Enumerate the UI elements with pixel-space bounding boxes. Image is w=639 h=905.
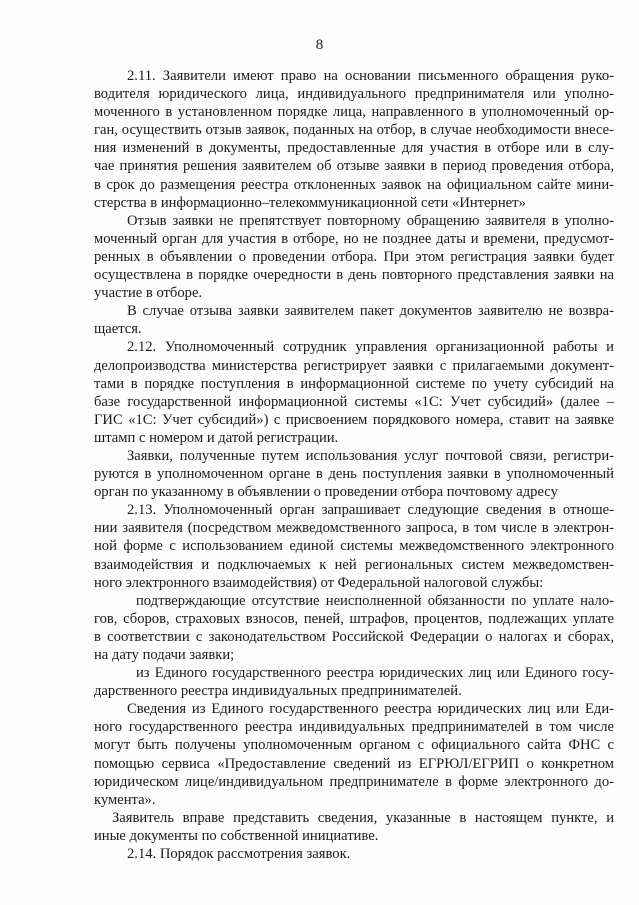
text-line: стерства в информационно–телекоммуникационной сети «Интернет»	[94, 194, 526, 211]
text-line: Сведения из Единого государственного реестра юридических лиц или Еди-	[127, 701, 614, 718]
text-line: тами в порядке поступления в информационной системе по учету субсидий на	[94, 375, 614, 392]
text-line: помощью сервиса «Предоставление сведений из ЕГРЮЛ/ЕГРИП о конкретном	[94, 755, 614, 772]
text-line: взаимодействия и подключаемых к ней региональных систем межведомствен-	[94, 556, 614, 573]
text-line: чае принятия решения заявителем об отзыве заявки в период проведения отбора,	[94, 158, 614, 175]
text-line: в соответствии с законодательством Российской Федерации о налогах и сборах,	[94, 628, 614, 645]
text-line: Заявитель вправе представить сведения, указанные в настоящем пункте, и	[112, 809, 614, 826]
text-line: нии заявителя (посредством межведомственного запроса, в том числе в электрон-	[94, 520, 614, 537]
text-line: 2.14. Порядок рассмотрения заявок.	[127, 846, 351, 863]
text-line: юридическом лице/индивидуальном предпринимателе в форме электронного до-	[94, 773, 614, 790]
text-line: щается.	[94, 321, 142, 338]
text-line: ной форме с использованием единой системы межведомственного электронного	[94, 538, 614, 555]
text-line: Отзыв заявки не препятствует повторному обращению заявителя в уполно-	[127, 212, 614, 229]
text-line: 2.12. Уполномоченный сотрудник управления организационной работы и	[127, 339, 614, 356]
text-line: участие в отборе.	[94, 285, 203, 302]
text-line: Заявки, полученные путем использования услуг почтовой связи, регистри-	[127, 447, 614, 464]
text-line: в срок до размещения реестра отклоненных заявок на официальном сайте мини-	[94, 176, 614, 193]
text-line: подтверждающие отсутствие неисполненной обязанности по уплате нало-	[136, 592, 614, 609]
text-line: иные документы по собственной инициативе.	[94, 827, 379, 844]
text-line: водителя юридического лица, индивидуального предпринимателя или уполно-	[94, 86, 614, 103]
text-line: на дату подачи заявки;	[94, 647, 235, 663]
text-line: штамп с номером и датой регистрации.	[94, 429, 339, 446]
text-line: могут быть получены уполномоченным органом с официального сайта ФНС с	[94, 737, 614, 754]
page-number: 8	[315, 37, 324, 53]
document-body	[94, 67, 614, 863]
text-line: руются в уполномоченном органе в день поступления заявки в уполномоченный	[94, 466, 614, 483]
text-line: моченный орган для участия в отборе, но не позднее даты и времени, предусмот-	[94, 230, 614, 247]
text-line: 2.11. Заявители имеют право на основании письменного обращения руко-	[127, 68, 614, 84]
text-line: моченного в установленном порядке лица, направленного в уполномоченный ор-	[94, 104, 614, 121]
text-line: В случае отзыва заявки заявителем пакет документов заявителю не возвра-	[127, 303, 614, 320]
text-line: ГИС «1С: Учет субсидий») с присвоением порядкового номера, ставит на заявке	[94, 411, 614, 428]
text-line: ренных в объявлении о проведении отбора. При этом регистрация заявки будет	[94, 248, 614, 265]
text-line: гов, сборов, страховых взносов, пеней, штрафов, процентов, подлежащих уплате	[94, 610, 614, 627]
text-line: из Единого государственного реестра юридических лиц или Единого госу-	[136, 665, 614, 682]
text-line: дарственного реестра индивидуальных предпринимателей.	[94, 683, 462, 700]
text-line: ния изменений в документы, предоставленные для участия в отборе или в слу-	[94, 140, 614, 157]
text-line: ган, осуществить отзыв заявок, поданных на отбор, в случае необходимости внесе-	[94, 122, 614, 139]
text-line: делопроизводства министерства регистрирует заявки с прилагаемыми документ-	[94, 357, 614, 374]
text-line: осуществлена в порядке очередности в день повторного представления заявки на	[94, 267, 614, 284]
text-line: базе государственной информационной системы «1С: Учет субсидий» (далее –	[94, 393, 614, 410]
text-line: орган по указанному в объявлении о проведении отбора почтовому адресу	[94, 484, 558, 501]
text-line: ного государственного реестра индивидуальных предпринимателей в том числе	[94, 719, 614, 736]
text-line: 2.13. Уполномоченный орган запрашивает следующие сведения в отноше-	[127, 502, 614, 519]
text-line: кумента».	[94, 791, 156, 808]
text-line: ного электронного взаимодействия) от Федеральной налоговой службы:	[94, 574, 544, 591]
